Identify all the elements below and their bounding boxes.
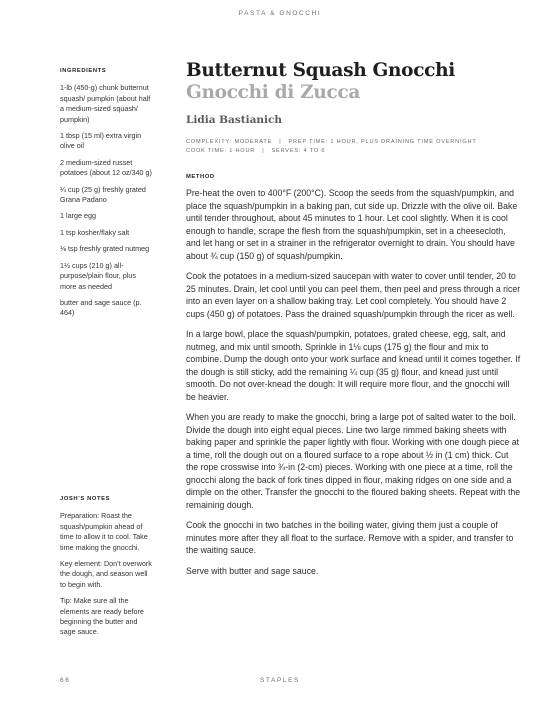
note-item: Preparation: Roast the squash/pumpkin ahead of time to allow it to cool. Take time making the gnocchi. — [60, 511, 148, 552]
meta-line: COOK TIME: 1 HOUR | SERVES: 4 TO 6 — [186, 148, 326, 154]
ingredients-heading: INGREDIENTS — [60, 68, 107, 74]
meta-line: COMPLEXITY: MODERATE | PREP TIME: 1 HOUR, PLUS DRAINING TIME OVERNIGHT — [186, 139, 477, 145]
recipe-title: Butternut Squash Gnocchi — [186, 60, 456, 81]
ingredient-item: 1½ cups (210 g) all-purpose/plain flour, plus more as needed — [60, 260, 136, 291]
ingredient-item: 1 large egg — [60, 211, 96, 221]
method-paragraph: Serve with butter and sage sauce. — [186, 565, 319, 576]
recipe-author: Lidia Bastianich — [186, 114, 283, 126]
page-number: 66 — [60, 677, 71, 684]
note-item: Tip: Make sure all the elements are ready before beginning the butter and sage sauce. — [60, 596, 144, 637]
method-paragraph: Cook the gnocchi in two batches in the boiling water, giving them just a couple of minutes more after they all float to the surface. Remove with a spider, and transfer to the waiting sauce. — [186, 520, 514, 555]
running-header: PASTA & GNOCCHI — [238, 10, 322, 17]
recipe-meta — [186, 138, 521, 156]
method-paragraph: Pre-heat the oven to 400°F (200°C). Scoop the seeds from the squash/pumpkin, and place the squash/pumpkin in a baking pan, cut side up. Drizzle with the olive oil. Bake until tender throughout, about 45 minutes to 1 hour. Let cool slightly. When it is cool enough to handle, scrape the flesh from the squash/pumpkin, set in a cheesecloth, and let hang or set in a strainer in the refrigerator overnight to drain. You should have about ¾ cup (150 g) of squash/pumpkin. — [186, 188, 518, 261]
ingredient-item: butter and sage sauce (p. 464) — [60, 297, 142, 318]
method-heading: METHOD — [186, 174, 215, 180]
ingredient-item: ⅛ tsp freshly grated nutmeg — [60, 244, 150, 254]
footer-section: STAPLES — [260, 677, 300, 684]
ingredient-item: 1-lb (450-g) chunk butternut squash/ pumpkin (about half a medium-sized squash/ pumpkin) — [60, 83, 151, 124]
recipe-main — [186, 60, 521, 585]
ingredient-item: 1 tbsp (15 ml) extra virgin olive oil — [60, 131, 142, 151]
ingredient-item: 2 medium-sized russet potatoes (about 12 oz/340 g) — [60, 157, 152, 178]
method-paragraph: Cook the potatoes in a medium-sized saucepan with water to cover until tender, 20 to 25 minutes. Drain, let cool until you can peel them, then peel and press through a ricer into an even layer on a shallow baking tray. Let cool completely. You should have 2 cups (450 g) of potatoes. Pass the drained squash/pumpkin through the ricer as well. — [186, 271, 521, 319]
method-body — [186, 187, 521, 577]
method-paragraph: In a large bowl, place the squash/pumpkin, potatoes, grated cheese, egg, salt, and nutmeg, and mix until smooth. Sprinkle in 1⅛ cups (175 g) the flour and mix to combine. Dump the dough onto your work surface and knead until it comes together. If the dough is still sticky, add the remaining ¼ cup (35 g) flour, and knead just until smooth. Do not over-knead the dough: It will require more flour, and the gnocchi will be heavier. — [186, 329, 521, 402]
notes-heading: JOSH’S NOTES — [60, 496, 111, 502]
ingredient-item: ¼ cup (25 g) freshly grated Grana Padano — [60, 184, 146, 205]
note-item: Key element: Don’t overwork the dough, and season well to begin with. — [60, 559, 152, 589]
notes-sidebar — [60, 494, 152, 644]
ingredient-item: 1 tsp kosher/flaky salt — [60, 227, 130, 237]
ingredients-sidebar — [60, 66, 152, 325]
method-paragraph: When you are ready to make the gnocchi, bring a large pot of salted water to the boil. Divide the dough into eight equal pieces. Line two large rimmed baking sheets with baking paper and sprinkle the paper lightly with flour. Working with one dough piece at a time, roll the dough out on a floured surface to a rope about ½ in (1 cm) thick. Cut the rope crosswise into ¾-in (2-cm) pieces. Working with one piece at a time, roll the gnocchi along the back of fork tines dipped in flour, making ridges on one side and a dimple on the other. Transfer the gnocchi to the floured baking sheets. Repeat with the remaining dough. — [186, 412, 521, 510]
recipe-subtitle: Gnocchi di Zucca — [186, 82, 361, 103]
